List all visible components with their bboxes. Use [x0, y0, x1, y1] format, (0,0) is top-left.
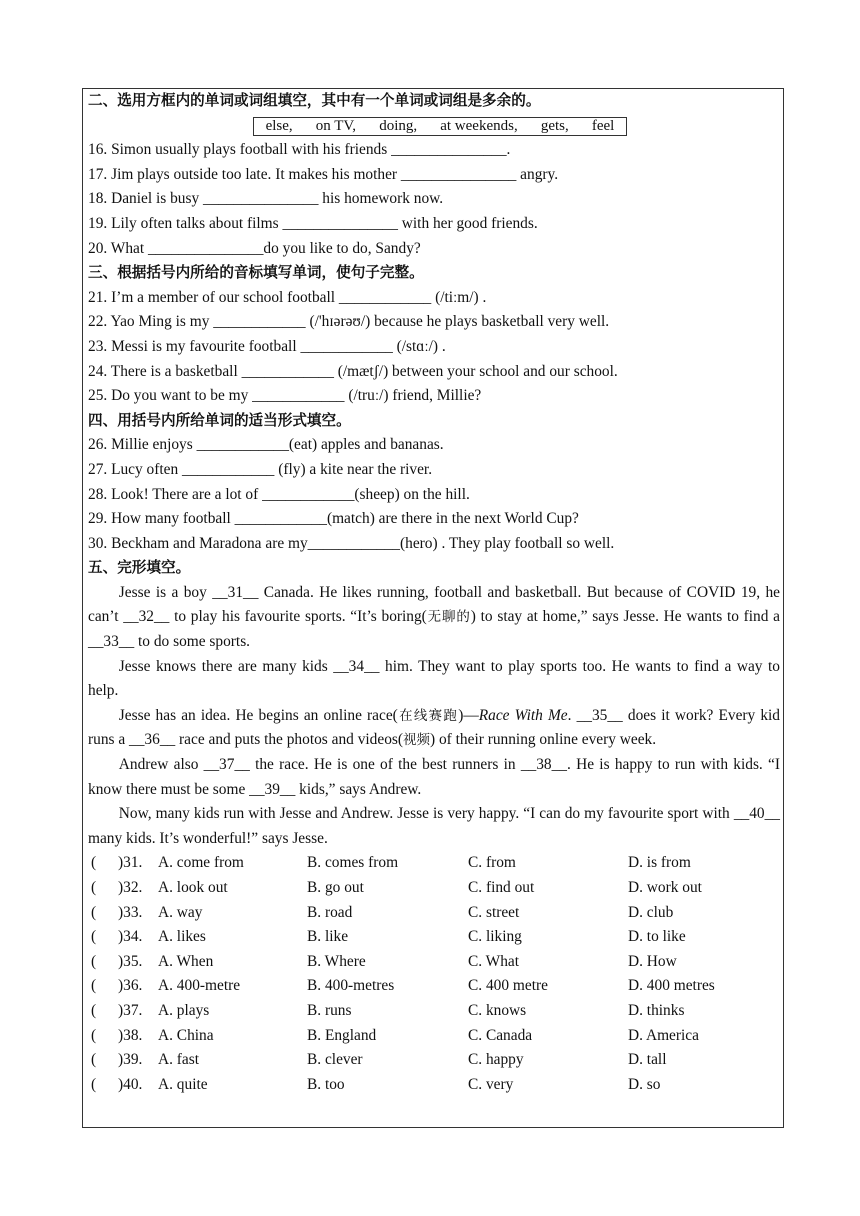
- option-row-33: [88, 901, 780, 926]
- cloze-text: ) to stay at home,” says Jesse. He wants to find a __33__ to do some sports.: [88, 608, 780, 651]
- option-a: A. fast: [158, 1051, 200, 1069]
- cloze-paragraph-4: Andrew also __37__ the race. He is one of the best runners in __38__. He is happy to run with kids. “I know there must be some __39__ kids,” says Andrew.: [88, 756, 780, 798]
- option-row-34: [88, 925, 780, 950]
- option-d: D. tall: [628, 1051, 667, 1069]
- cloze-paragraph-5: Now, many kids run with Jesse and Andrew. Jesse is very happy. “I can do my favourite sport with __40__ many kids. It’s wonderful!” says Jesse.: [88, 805, 780, 847]
- option-a: A. way: [158, 903, 203, 921]
- option-d: D. How: [628, 952, 677, 970]
- question-26: 26. Millie enjoys ____________(eat) apples and bananas.: [88, 436, 444, 454]
- question-18: 18. Daniel is busy _______________ his homework now.: [88, 190, 444, 208]
- answer-blank[interactable]: (: [91, 1051, 97, 1069]
- option-a: A. 400-metre: [158, 977, 241, 995]
- option-c: C. liking: [468, 928, 522, 946]
- section-3-heading: 三、根据括号内所给的音标填写单词，使句子完整。: [88, 264, 424, 282]
- answer-blank[interactable]: (: [91, 1026, 97, 1044]
- option-b: B. England: [307, 1026, 377, 1044]
- option-row-40: [88, 1073, 780, 1098]
- question-number: )33.: [118, 903, 143, 921]
- option-d: D. 400 metres: [628, 977, 715, 995]
- option-a: A. quite: [158, 1075, 208, 1093]
- option-d: D. thinks: [628, 1001, 685, 1019]
- cloze-paragraph-3: [88, 704, 780, 753]
- option-c: C. find out: [468, 879, 535, 896]
- question-number: )35.: [118, 952, 143, 970]
- cloze-gloss: 视频: [403, 732, 431, 749]
- option-a: A. China: [158, 1026, 214, 1044]
- option-c: C. Canada: [468, 1026, 533, 1044]
- question-21: 21. I’m a member of our school football ____________ (/tiːm/) .: [88, 288, 487, 306]
- option-b: B. comes from: [307, 854, 399, 872]
- option-b: B. Where: [307, 952, 366, 970]
- option-c: C. What: [468, 952, 520, 970]
- question-19: 19. Lily often talks about films _______________ with her good friends.: [88, 214, 538, 232]
- option-c: C. street: [468, 903, 520, 921]
- cloze-text: . __35__ does it work? Every kid runs a __36__ race and puts the photos and videos(: [88, 706, 781, 749]
- option-row-36: [88, 974, 780, 999]
- cloze-gloss: 在线赛跑: [397, 707, 459, 724]
- option-c: C. knows: [468, 1001, 527, 1019]
- word-option: feel: [591, 117, 615, 134]
- cloze-gloss: 无聊的: [426, 609, 471, 626]
- answer-blank[interactable]: (: [91, 928, 97, 946]
- word-option: at weekends,: [440, 117, 518, 134]
- cloze-text: )—: [458, 706, 479, 724]
- question-number: )38.: [118, 1026, 143, 1044]
- answer-blank[interactable]: (: [91, 1075, 97, 1093]
- option-b: B. road: [307, 903, 353, 921]
- option-c: C. 400 metre: [468, 977, 548, 995]
- question-24: 24. There is a basketball ____________ (/mætʃ/) between your school and our school.: [88, 362, 618, 380]
- question-22: 22. Yao Ming is my ____________ (/'hɪərəʊ/) because he plays basketball very well.: [88, 313, 610, 331]
- question-number: )36.: [118, 977, 143, 995]
- question-number: )32.: [118, 879, 143, 896]
- option-row-38: [88, 1024, 780, 1049]
- answer-blank[interactable]: (: [91, 854, 97, 872]
- question-number: )34.: [118, 928, 143, 946]
- question-number: )40.: [118, 1075, 143, 1093]
- option-row-39: [88, 1048, 780, 1073]
- option-a: A. likes: [158, 928, 206, 946]
- options-list: [88, 851, 780, 1097]
- section-4-heading: 四、用括号内所给单词的适当形式填空。: [88, 411, 351, 429]
- word-box: [253, 117, 627, 136]
- option-a: A. When: [158, 952, 214, 970]
- option-row-31: [88, 851, 780, 876]
- word-box-row: [88, 114, 780, 139]
- question-23: 23. Messi is my favourite football ____________ (/stɑː/) .: [88, 337, 446, 355]
- option-d: D. so: [628, 1075, 661, 1093]
- race-title: Race With Me: [478, 706, 568, 724]
- question-17: 17. Jim plays outside too late. It makes his mother _______________ angry.: [88, 165, 559, 183]
- word-option: gets,: [540, 117, 569, 134]
- cloze-paragraph-1: [88, 581, 780, 655]
- option-a: A. look out: [158, 879, 228, 896]
- answer-blank[interactable]: (: [91, 952, 97, 970]
- cloze-paragraph-2: Jesse knows there are many kids __34__ him. They want to play sports too. He wants to find a way to help.: [88, 657, 780, 700]
- option-d: D. work out: [628, 879, 702, 896]
- question-20: 20. What _______________do you like to do, Sandy?: [88, 239, 421, 257]
- worksheet-content: [88, 89, 780, 1097]
- option-d: D. to like: [628, 928, 686, 946]
- option-c: C. from: [468, 854, 516, 872]
- question-28: 28. Look! There are a lot of ____________(sheep) on the hill.: [88, 485, 470, 503]
- option-a: A. plays: [158, 1001, 210, 1019]
- answer-blank[interactable]: (: [91, 1001, 97, 1019]
- cloze-text: ) of their running online every week.: [430, 731, 657, 749]
- option-b: B. go out: [307, 879, 364, 896]
- question-number: )37.: [118, 1001, 143, 1019]
- section-2-heading: 二、选用方框内的单词或词组填空，其中有一个单词或词组是多余的。: [88, 92, 541, 109]
- cloze-text: Jesse is a boy __31__ Canada. He likes running, football and basketball. But because of COVID 19, he can’t __32__ to play his favourite sports. “It’s boring(: [88, 583, 780, 626]
- question-27: 27. Lucy often ____________ (fly) a kite near the river.: [88, 460, 433, 478]
- option-c: C. happy: [468, 1051, 524, 1069]
- option-row-35: [88, 950, 780, 975]
- section-5-heading: 五、完形填空。: [88, 559, 191, 577]
- question-25: 25. Do you want to be my ____________ (/truː/) friend, Millie?: [88, 387, 482, 405]
- option-c: C. very: [468, 1075, 514, 1093]
- option-b: B. runs: [307, 1001, 352, 1019]
- worksheet-frame: [82, 88, 784, 1128]
- answer-blank[interactable]: (: [91, 879, 97, 896]
- word-option: else,: [265, 117, 293, 134]
- question-number: )39.: [118, 1051, 143, 1069]
- option-row-37: [88, 999, 780, 1024]
- option-b: B. clever: [307, 1051, 363, 1069]
- question-30: 30. Beckham and Maradona are my____________(hero) . They play football so well.: [88, 534, 615, 552]
- cloze-text: Jesse has an idea. He begins an online race(: [118, 706, 398, 724]
- option-row-32: [88, 876, 780, 901]
- question-number: )31.: [118, 854, 143, 872]
- question-29: 29. How many football ____________(match) are there in the next World Cup?: [88, 510, 579, 528]
- answer-blank[interactable]: (: [91, 903, 97, 921]
- question-16: 16. Simon usually plays football with his friends _______________.: [88, 141, 511, 159]
- option-b: B. 400-metres: [307, 977, 395, 995]
- word-option: doing,: [379, 117, 418, 134]
- option-d: D. club: [628, 903, 674, 921]
- option-d: D. America: [628, 1026, 699, 1044]
- option-b: B. too: [307, 1075, 345, 1093]
- word-option: on TV,: [315, 117, 357, 134]
- option-d: D. is from: [628, 854, 691, 872]
- answer-blank[interactable]: (: [91, 977, 97, 995]
- option-a: A. come from: [158, 854, 244, 872]
- option-b: B. like: [307, 928, 349, 946]
